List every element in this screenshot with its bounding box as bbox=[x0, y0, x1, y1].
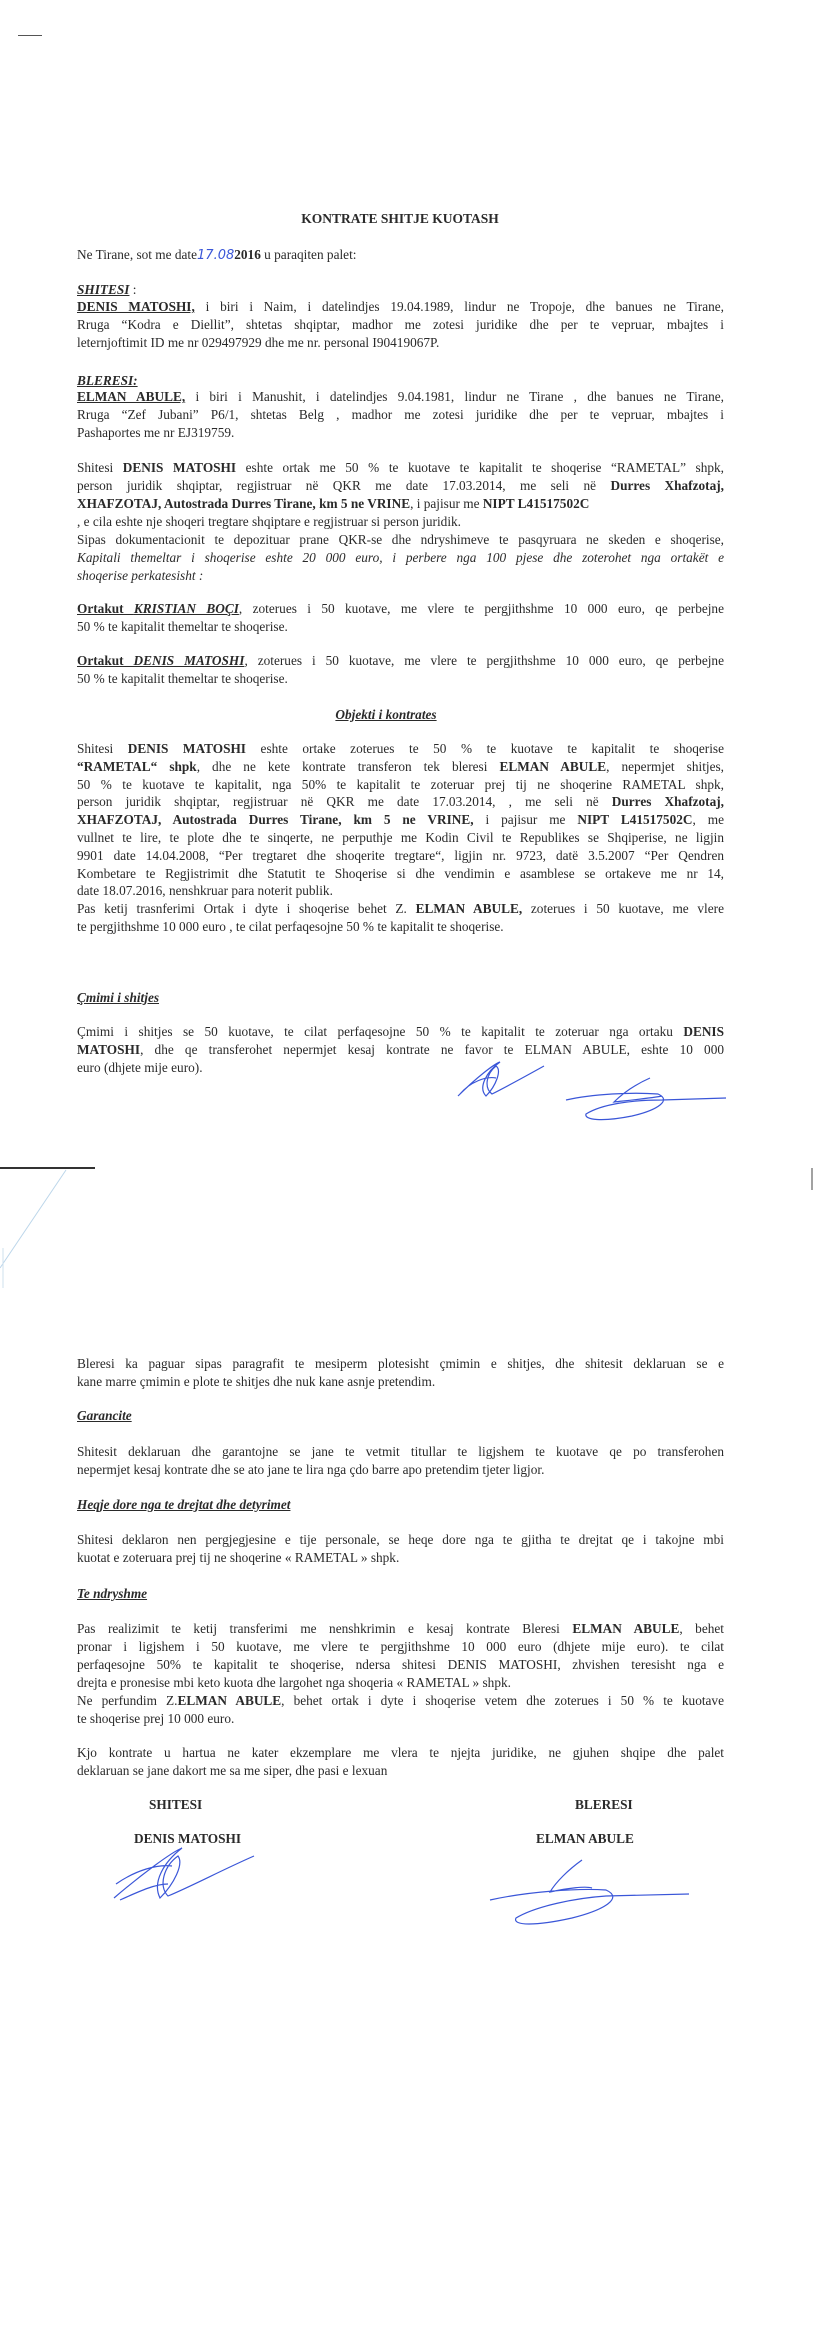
text-line bbox=[77, 829, 724, 847]
text-line bbox=[77, 1620, 724, 1638]
text-run: , dhe ne kete kontrate transferon tek bleresi bbox=[196, 758, 500, 774]
text-line bbox=[77, 1059, 724, 1077]
closing-paragraph bbox=[77, 1744, 724, 1780]
text-run: date 18.07.2016, nenshkruar para noterit publik. bbox=[77, 883, 333, 899]
text-run: 50 % te kuotave te kapitalit, nga 50% te kapitalit te zoteruar prej tij ne shoqerine RAMETAL shpk, bbox=[77, 776, 724, 792]
text-run: Durres Xhafzotaj, bbox=[611, 794, 724, 810]
text-run: NIPT L41517502C bbox=[482, 496, 590, 511]
text-line bbox=[77, 1461, 724, 1479]
text-line bbox=[77, 1023, 724, 1041]
waiver-paragraph bbox=[77, 1531, 724, 1567]
text-line bbox=[77, 670, 724, 688]
text-run: , behet ortak i dyte i shoqerise vetem dhe zoterues i 50 % te kuotave bbox=[281, 1693, 724, 1708]
handwritten-date: 17.08 bbox=[197, 248, 235, 263]
buyer-heading-text: BLERESI: bbox=[77, 373, 138, 388]
date-line bbox=[77, 246, 724, 265]
text-line bbox=[77, 459, 724, 477]
text-line bbox=[77, 513, 724, 531]
text-line bbox=[77, 652, 724, 670]
guarantees-heading bbox=[77, 1407, 724, 1425]
payment-paragraph bbox=[77, 1355, 724, 1391]
buyer-signature-page1 bbox=[562, 1076, 728, 1126]
text-run: eshte ortake zoterues te 50 % te kuotave te kapitalit te shoqerise bbox=[246, 741, 724, 756]
text-run: , i pajisur me bbox=[410, 496, 483, 511]
date-prefix: Ne Tirane, sot me date bbox=[77, 247, 198, 262]
text-run: deklaruan se jane dakort me sa me siper, dhe pasi e lexuan bbox=[77, 1763, 388, 1778]
text-run: Ortakut bbox=[77, 601, 134, 616]
seller-signature-label: SHITESI bbox=[149, 1797, 203, 1812]
text-run: drejta e pronesise mbi keto kuota dhe largohet nga shoqeria « RAMETAL » shpk. bbox=[77, 1675, 511, 1690]
waiver-heading-text: Heqje dore nga te drejtat dhe detyrimet bbox=[77, 1497, 291, 1512]
text-line bbox=[77, 334, 724, 352]
text-line bbox=[77, 1656, 724, 1674]
text-run: ELMAN ABULE, bbox=[415, 901, 523, 917]
text-run: Kombetare te Regjistrimit dhe Statutit te Shoqerise si dhe vendimin e asamblese se ortakeve me nr 14, bbox=[77, 865, 724, 881]
text-line bbox=[77, 1638, 724, 1656]
text-run: Pas ketij trasnferimi Ortak i dyte i shoqerise behet Z. bbox=[77, 901, 416, 917]
text-run: , behet bbox=[679, 1621, 724, 1636]
text-run: Pas realizimit te ketij transferimi me nenshkrimin e kesaj kontrate Bleresi bbox=[77, 1621, 573, 1636]
text-run: perfaqesojne 50% te kapitalit te shoqerise, ndersa shitesi DENIS MATOSHI, zhvishen teresisht nga e bbox=[77, 1657, 724, 1672]
text-run: ELMAN ABULE bbox=[177, 1693, 282, 1708]
text-line bbox=[77, 1549, 724, 1567]
text-line bbox=[77, 900, 724, 918]
text-run: te shoqerise prej 10 000 euro. bbox=[77, 1711, 235, 1726]
object-heading-text: Objekti i kontrates bbox=[335, 707, 437, 722]
buyer-name: ELMAN ABULE bbox=[536, 1831, 634, 1846]
guarantees-heading-text: Garancite bbox=[77, 1408, 132, 1423]
buyer-signature-label: BLERESI bbox=[575, 1797, 633, 1812]
text-run: Shitesi deklaron nen pergjegjesine e tije personale, se heqe dore nga te gjitha te drejtat qe i takojne mbi bbox=[77, 1532, 724, 1547]
text-line bbox=[77, 758, 724, 776]
text-run: , e cila eshte nje shoqeri tregtare shqiptare e regjistruar si person juridik. bbox=[77, 514, 461, 529]
text-run: ELMAN ABULE bbox=[499, 758, 607, 774]
text-line bbox=[77, 618, 724, 636]
seller-heading-text: SHITESI bbox=[77, 282, 130, 297]
text-run: , nepermjet shitjes, bbox=[606, 758, 724, 774]
seller-heading bbox=[77, 281, 724, 299]
waiver-heading bbox=[77, 1496, 724, 1514]
text-run: Rruga “Kodra e Diellit”, shtetas shqiptar, madhor me zotesi juridike dhe per te vepruar, mbajtes i bbox=[77, 317, 724, 332]
text-line bbox=[77, 424, 724, 442]
text-line bbox=[77, 740, 724, 758]
text-run: 50 % te kapitalit themeltar te shoqerise. bbox=[77, 619, 288, 634]
text-run: i biri i Naim, i datelindjes 19.04.1989, lindur ne Tropoje, dhe banues ne Tirane, bbox=[194, 299, 724, 314]
date-year: 2016 bbox=[234, 247, 261, 262]
seller-signature-page1 bbox=[456, 1058, 546, 1100]
text-line bbox=[77, 882, 724, 900]
text-line bbox=[77, 847, 724, 865]
miscellaneous-heading bbox=[77, 1585, 724, 1603]
text-run: Durres Xhafzotaj, bbox=[610, 478, 724, 493]
text-line bbox=[77, 567, 724, 585]
price-paragraph bbox=[77, 1023, 724, 1077]
seller-signature bbox=[112, 1840, 257, 1906]
text-line bbox=[77, 1762, 724, 1780]
text-run: Pashaportes me nr EJ319759. bbox=[77, 425, 235, 440]
text-run: eshte ortak me 50 % te kuotave te kapitalit te shoqerise “RAMETAL” shpk, bbox=[236, 460, 725, 475]
text-run: 50 % te kapitalit themeltar te shoqerise. bbox=[77, 671, 288, 686]
company-paragraph bbox=[77, 459, 724, 585]
text-run: kuotat e zoteruara prej tij ne shoqerine « RAMETAL » shpk. bbox=[77, 1550, 400, 1565]
text-run: Ne perfundim Z. bbox=[77, 1693, 178, 1708]
text-line bbox=[77, 918, 724, 936]
text-run: “RAMETAL“ shpk bbox=[77, 758, 197, 774]
text-line bbox=[77, 1710, 724, 1728]
miscellaneous-heading-text: Te ndryshme bbox=[77, 1586, 148, 1601]
text-run: Shitesi bbox=[77, 741, 128, 756]
text-line bbox=[77, 477, 724, 495]
scan-edge-line bbox=[0, 1168, 826, 1318]
text-run: Ortakut bbox=[77, 653, 134, 668]
text-run: Shitesit deklaruan dhe garantojne se jane te vetmit titullar te ligjshem te kuotave qe po transferohen bbox=[77, 1444, 724, 1459]
text-run: MATOSHI bbox=[77, 1042, 141, 1057]
text-run: 9901 date 14.04.2008, “Per tregtaret dhe shoqerite tregtare“, ligjin nr. 9723, datë 3.5.2007 “Per Qendren bbox=[77, 847, 724, 863]
guarantees-paragraph bbox=[77, 1443, 724, 1479]
text-run: zoterues i 50 kuotave, me vlere bbox=[522, 901, 724, 917]
partner-denis-paragraph bbox=[77, 652, 724, 688]
text-run: Rruga “Zef Jubani” P6/1, shtetas Belg , madhor me zotesi juridike dhe per te vepruar, mbajtes i bbox=[77, 407, 724, 422]
object-heading bbox=[0, 706, 772, 724]
text-run: vullnet te lire, te plote dhe te sinqerte, ne perputhje me Kodin Civil te Republikes se Shqiperise, ne ligjin bbox=[77, 829, 724, 845]
text-line bbox=[77, 811, 724, 829]
text-run: kane marre çmimin e plote te shitjes dhe nuk kane asnje pretendim. bbox=[77, 1374, 436, 1389]
text-run: DENIS MATOSHI bbox=[127, 741, 246, 756]
text-run: XHAFZOTAJ, Autostrada Durres Tirane, km 5 ne VRINE bbox=[77, 496, 411, 511]
text-run: person juridik shqiptar, regjistruar në QKR me date 17.03.2014, , me seli në bbox=[77, 794, 612, 810]
seller-name: DENIS MATOSHI bbox=[134, 1831, 242, 1846]
text-line bbox=[77, 600, 724, 618]
text-run: , zoterues i 50 kuotave, me vlere te pergjithshme 10 000 euro, qe perbejne bbox=[244, 653, 724, 668]
text-run: pronar i ligjshem i 50 kuotave, me vlere te pergjithshme 10 000 euro (dhjete mije euro). te cilat bbox=[77, 1639, 724, 1654]
buyer-signature bbox=[486, 1858, 691, 1932]
text-run: ELMAN ABULE, bbox=[77, 389, 186, 404]
text-run: nepermjet kesaj kontrate dhe se ato jane te lira nga çdo barre apo pretendim tjeter ligjor. bbox=[77, 1462, 545, 1477]
text-line bbox=[77, 1744, 724, 1762]
date-suffix: u paraqiten palet: bbox=[260, 247, 357, 262]
text-run: , zoterues i 50 kuotave, me vlere te pergjithshme 10 000 euro, qe perbejne bbox=[238, 601, 724, 616]
text-run: i pajisur me bbox=[473, 812, 578, 828]
text-line bbox=[77, 1692, 724, 1710]
document-title: KONTRATE SHITJE KUOTASH bbox=[301, 211, 499, 226]
text-line bbox=[77, 298, 724, 316]
text-run: shoqerise perkatesisht : bbox=[77, 568, 204, 583]
text-run: NIPT L41517502C bbox=[577, 812, 693, 828]
text-line bbox=[77, 1674, 724, 1692]
text-line bbox=[77, 1041, 724, 1059]
seller-heading-colon: : bbox=[129, 282, 137, 297]
partner-kristian-paragraph bbox=[77, 600, 724, 636]
text-line bbox=[77, 388, 724, 406]
text-run: ELMAN ABULE bbox=[572, 1621, 680, 1636]
text-run: DENIS MATOSHI bbox=[133, 653, 245, 668]
text-run: Kapitali themeltar i shoqerise eshte 20 000 euro, i perbere nga 100 pjese dhe zoterohet nga ortakët e bbox=[77, 550, 724, 565]
text-run: Kjo kontrate u hartua ne kater ekzemplare me vlera te njejta juridike, ne gjuhen shqipe dhe palet bbox=[77, 1745, 724, 1760]
seller-details bbox=[77, 298, 724, 352]
text-run: KRISTIAN BOÇI bbox=[133, 601, 239, 616]
text-line bbox=[77, 549, 724, 567]
price-heading-text: Çmimi i shitjes bbox=[77, 990, 160, 1005]
text-run: te pergjithshme 10 000 euro , te cilat perfaqesojne 50 % te kapitalit te shoqerise. bbox=[77, 918, 504, 934]
text-run: person juridik shqiptar, regjistruar në QKR me date 17.03.2014, me seli në bbox=[77, 478, 611, 493]
text-line bbox=[77, 865, 724, 883]
text-line bbox=[77, 1355, 724, 1373]
text-line bbox=[77, 495, 724, 513]
miscellaneous-paragraph bbox=[77, 1620, 724, 1728]
text-line bbox=[77, 316, 724, 334]
text-line bbox=[77, 406, 724, 424]
text-run: Bleresi ka paguar sipas paragrafit te mesiperm plotesisht çmimin e shitjes, dhe shitesit deklaruan se e bbox=[77, 1356, 724, 1371]
text-run: , dhe qe transferohet nepermjet kesaj kontrate ne favor te ELMAN ABULE, eshte 10 000 bbox=[140, 1042, 724, 1057]
buyer-details bbox=[77, 388, 724, 442]
text-run: Shitesi bbox=[77, 460, 123, 475]
text-run: Çmimi i shitjes se 50 kuotave, te cilat perfaqesojne 50 % te kapitalit te zoteruar nga ortaku bbox=[77, 1024, 684, 1039]
text-line bbox=[77, 1373, 724, 1391]
text-line bbox=[77, 1531, 724, 1549]
text-run: DENIS bbox=[683, 1024, 724, 1039]
scan-mark bbox=[18, 35, 42, 36]
text-run: XHAFZOTAJ, Autostrada Durres Tirane, km 5 ne VRINE, bbox=[77, 812, 474, 828]
object-paragraph bbox=[77, 740, 724, 936]
text-run: DENIS MATOSHI, bbox=[77, 299, 195, 314]
text-run: leternjoftimit ID me nr 029497929 dhe me nr. personal I90419067P. bbox=[77, 335, 440, 350]
text-line bbox=[77, 793, 724, 811]
text-run: i biri i Manushit, i datelindjes 9.04.1981, lindur ne Tirane , dhe banues ne Tirane, bbox=[185, 389, 724, 404]
text-line bbox=[77, 531, 724, 549]
text-line bbox=[77, 1443, 724, 1461]
text-run: euro (dhjete mije euro). bbox=[77, 1060, 203, 1075]
text-run: Sipas dokumentacionit te depozituar prane QKR-se dhe ndryshimeve te pasqyruara ne skeden e shoqerise, bbox=[77, 532, 724, 547]
text-run: , me bbox=[692, 812, 724, 828]
text-line bbox=[77, 776, 724, 794]
text-run: DENIS MATOSHI bbox=[122, 460, 237, 475]
price-heading bbox=[77, 989, 724, 1007]
